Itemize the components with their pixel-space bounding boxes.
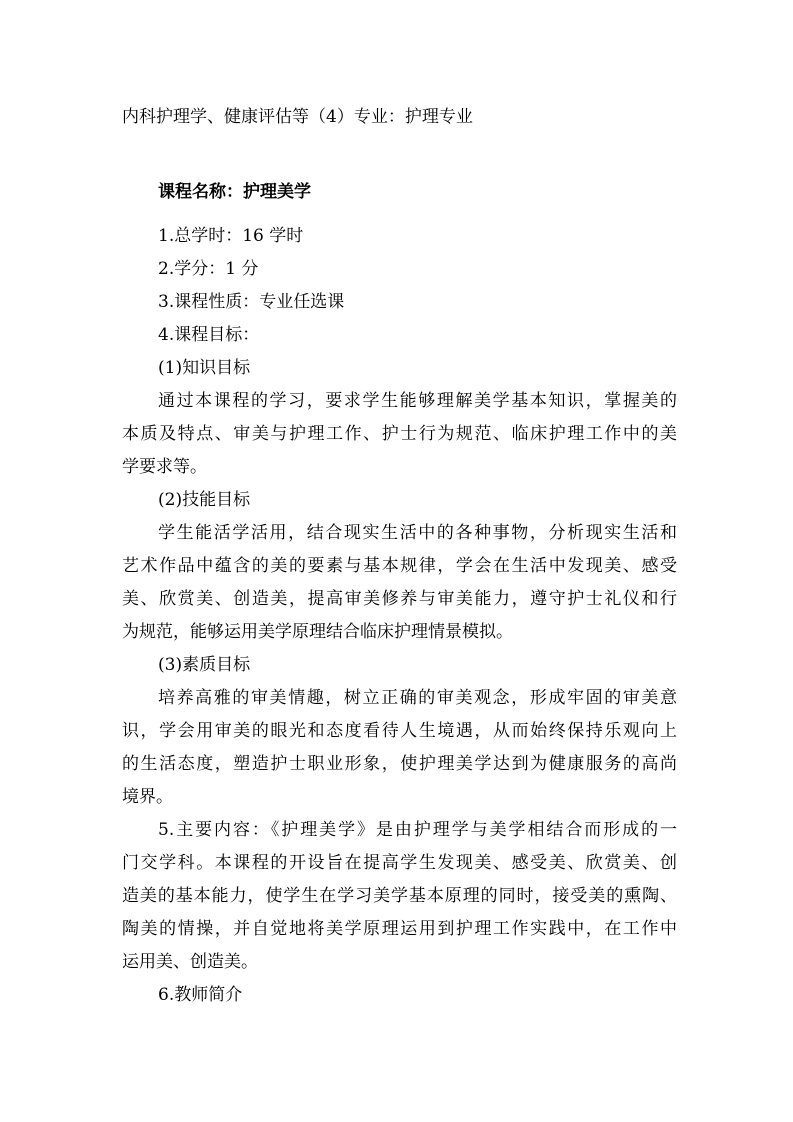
item-hours: 1.总学时：16 学时 [158, 226, 304, 246]
quality-heading: (3)素质目标 [158, 655, 251, 675]
skill-heading: (2)技能目标 [158, 490, 251, 510]
knowledge-line: 本质及特点、审美与护理工作、护士行为规范、临床护理工作中的美 [122, 424, 677, 444]
quality-line: 境界。 [122, 787, 173, 807]
content-line: 运用美、创造美。 [122, 952, 258, 972]
skill-line: 学生能活学活用，结合现实生活中的各种事物，分析现实生活和 [158, 523, 677, 543]
content-line: 陶美的情操，并自觉地将美学原理运用到护理工作实践中，在工作中 [122, 919, 677, 939]
teacher-heading: 6.教师简介 [158, 985, 243, 1005]
item-goals: 4.课程目标： [158, 325, 260, 345]
item-nature: 3.课程性质：专业任选课 [158, 292, 345, 312]
knowledge-heading: (1)知识目标 [158, 358, 251, 378]
quality-line: 培养高雅的审美情趣，树立正确的审美观念，形成牢固的审美意 [158, 688, 677, 708]
content-line: 门交学科。本课程的开设旨在提高学生发现美、感受美、欣赏美、创 [122, 853, 677, 873]
quality-line: 的生活态度，塑造护士职业形象，使护理美学达到为健康服务的高尚 [122, 754, 677, 774]
content-line: 5.主要内容：《护理美学》是由护理学与美学相结合而形成的一 [158, 820, 677, 840]
content-line: 造美的基本能力，使学生在学习美学基本原理的同时，接受美的熏陶、 [122, 886, 677, 906]
skill-line: 为规范，能够运用美学原理结合临床护理情景模拟。 [122, 622, 513, 642]
skill-line: 艺术作品中蕴含的美的要素与基本规律，学会在生活中发现美、感受 [122, 556, 677, 576]
skill-line: 美、欣赏美、创造美，提高审美修养与审美能力，遵守护士礼仪和行 [122, 589, 677, 609]
knowledge-line: 学要求等。 [122, 457, 207, 477]
knowledge-line: 通过本课程的学习，要求学生能够理解美学基本知识，掌握美的 [158, 391, 677, 411]
quality-line: 识，学会用审美的眼光和态度看待人生境遇，从而始终保持乐观向上 [122, 721, 677, 741]
header-line: 内科护理学、健康评估等（4）专业：护理专业 [122, 107, 473, 127]
item-credits: 2.学分：1 分 [158, 259, 259, 279]
course-title: 课程名称：护理美学 [158, 182, 311, 202]
